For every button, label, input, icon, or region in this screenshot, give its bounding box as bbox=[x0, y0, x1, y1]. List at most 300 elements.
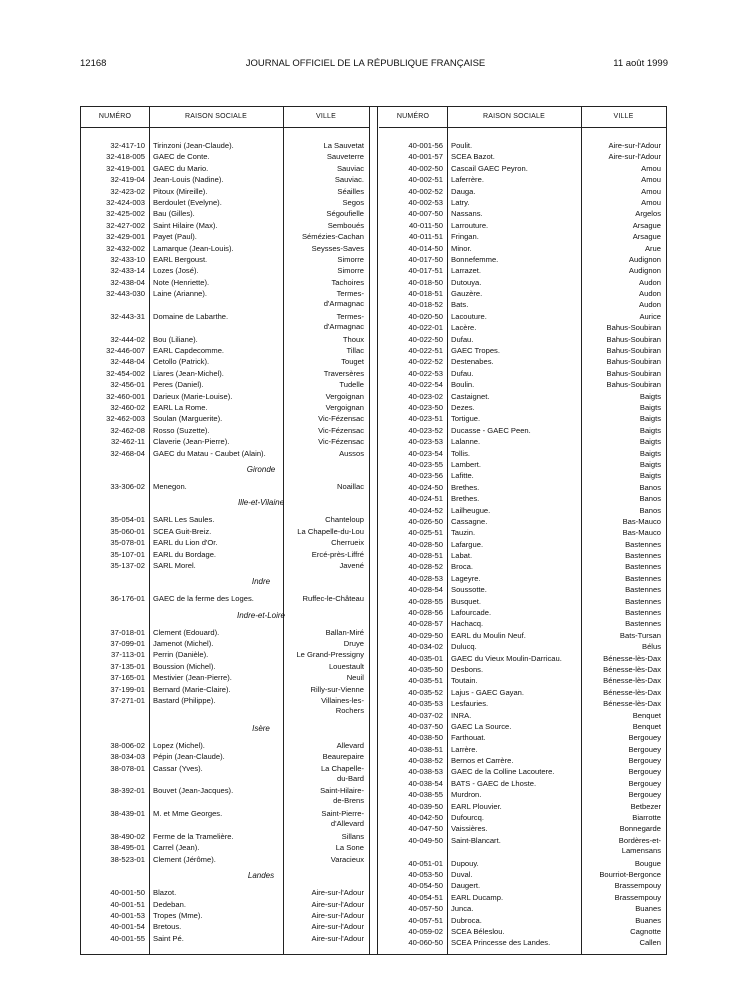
row-raison-sociale: Jean-Louis (Nadine). bbox=[153, 175, 224, 185]
row-number: 40-023-51 bbox=[408, 414, 443, 424]
row-ville: Simorre bbox=[337, 266, 364, 276]
row-number: 36-176-01 bbox=[110, 594, 145, 604]
table-row bbox=[81, 537, 369, 548]
row-number: 32-419-001 bbox=[106, 163, 145, 173]
row-raison-sociale: GAEC de Conte. bbox=[153, 152, 210, 162]
row-raison-sociale: Fringan. bbox=[451, 232, 479, 242]
row-number: 32-468-04 bbox=[110, 448, 145, 458]
section-heading: Ille-et-Vilaine bbox=[237, 498, 285, 508]
row-raison-sociale: Tollis. bbox=[451, 448, 470, 458]
row-raison-sociale: SARL Les Saules. bbox=[153, 515, 215, 525]
row-number: 32-424-003 bbox=[106, 197, 145, 207]
table-row bbox=[379, 664, 666, 675]
row-ville: Tillac bbox=[346, 346, 364, 356]
table-row bbox=[81, 549, 369, 560]
row-number: 40-018-51 bbox=[408, 289, 443, 299]
table-row bbox=[379, 880, 666, 891]
table-row bbox=[379, 470, 666, 481]
row-ville: Banos bbox=[639, 494, 661, 504]
table-row bbox=[379, 858, 666, 869]
table-row bbox=[379, 789, 666, 800]
row-number: 38-523-01 bbox=[110, 854, 145, 864]
issue-date: 11 août 1999 bbox=[613, 58, 668, 69]
row-raison-sociale: Dedeban. bbox=[153, 899, 186, 909]
row-ville: Semboués bbox=[327, 220, 364, 230]
row-ville: Banos bbox=[639, 482, 661, 492]
row-raison-sociale: GAEC du Matau - Caubet (Alain). bbox=[153, 448, 266, 458]
row-raison-sociale: Dubroca. bbox=[451, 915, 482, 925]
row-raison-sociale: Dutouya. bbox=[451, 277, 482, 287]
row-raison-sociale: Bonnefemme. bbox=[451, 254, 499, 264]
row-raison-sociale: Lafargue. bbox=[451, 539, 484, 549]
row-ville: Aire-sur-l'Adour bbox=[311, 910, 364, 920]
table-row bbox=[81, 311, 369, 334]
header-ville: VILLE bbox=[613, 113, 634, 120]
row-number: 40-037-50 bbox=[408, 721, 443, 731]
row-ville: Arsague bbox=[632, 232, 661, 242]
row-raison-sociale: Cetollo (Patrick). bbox=[153, 357, 210, 367]
row-number: 40-028-53 bbox=[408, 573, 443, 583]
row-ville: Aire-sur-l'Adour bbox=[311, 888, 364, 898]
row-number: 40-023-56 bbox=[408, 471, 443, 481]
table-row bbox=[379, 413, 666, 424]
row-raison-sociale: Cascail GAEC Peyron. bbox=[451, 163, 528, 173]
row-raison-sociale: Bou (Liliane). bbox=[153, 334, 198, 344]
table-row bbox=[81, 151, 369, 162]
row-number: 40-018-50 bbox=[408, 277, 443, 287]
row-raison-sociale: Nassans. bbox=[451, 209, 483, 219]
row-ville: Arue bbox=[644, 243, 661, 253]
row-ville: Aurice bbox=[639, 311, 661, 321]
row-raison-sociale: Dufau. bbox=[451, 368, 474, 378]
row-number: 40-001-54 bbox=[110, 922, 145, 932]
row-raison-sociale: EARL Plouvier. bbox=[451, 801, 502, 811]
row-ville: Cherrueix bbox=[331, 538, 364, 548]
row-ville: Seysses-Saves bbox=[311, 243, 364, 253]
row-raison-sociale: GAEC du Mario. bbox=[153, 163, 209, 173]
row-number: 32-444-02 bbox=[110, 334, 145, 344]
row-ville: Audon bbox=[639, 289, 661, 299]
row-ville: Termes- d'Armagnac bbox=[323, 289, 364, 309]
row-ville: La Sauvetat bbox=[323, 141, 364, 150]
row-number: 38-490-02 bbox=[110, 832, 145, 842]
row-ville: Baigts bbox=[639, 402, 661, 412]
table-row bbox=[379, 151, 666, 162]
section-heading: Indre bbox=[251, 577, 271, 587]
row-raison-sociale: EARL Capdecomme. bbox=[153, 346, 225, 356]
row-ville: Bonnegarde bbox=[619, 824, 661, 834]
table-row bbox=[379, 322, 666, 333]
row-raison-sociale: Lacère. bbox=[451, 323, 477, 333]
row-number: 40-059-02 bbox=[408, 926, 443, 936]
row-number: 40-001-57 bbox=[408, 152, 443, 162]
table-row bbox=[81, 740, 369, 751]
row-number: 40-028-57 bbox=[408, 619, 443, 629]
row-ville: Bergouey bbox=[628, 744, 661, 754]
row-raison-sociale: Larrazet. bbox=[451, 266, 481, 276]
row-raison-sociale: Dufourcq. bbox=[451, 813, 484, 823]
row-ville: Bénesse-lès-Dax bbox=[603, 687, 661, 697]
row-ville: Bourriot-Bergonce bbox=[599, 870, 661, 880]
table-row bbox=[379, 379, 666, 390]
table-row bbox=[81, 887, 369, 898]
row-raison-sociale: EARL Bergoust. bbox=[153, 254, 208, 264]
row-ville: Sauviac bbox=[336, 163, 364, 173]
row-number: 38-439-01 bbox=[110, 809, 145, 819]
table-row bbox=[81, 627, 369, 638]
row-number: 40-054-50 bbox=[408, 881, 443, 891]
table-row bbox=[379, 163, 666, 174]
row-raison-sociale: Bretous. bbox=[153, 922, 182, 932]
row-ville: Brassempouy bbox=[614, 881, 661, 891]
row-number: 40-001-53 bbox=[110, 910, 145, 920]
row-raison-sociale: Dufau. bbox=[451, 334, 474, 344]
row-ville: Vic-Fézensac bbox=[318, 437, 364, 447]
row-number: 40-007-50 bbox=[408, 209, 443, 219]
row-number: 40-028-51 bbox=[408, 551, 443, 561]
table-row bbox=[379, 550, 666, 561]
row-number: 32-427-002 bbox=[106, 220, 145, 230]
header-numero: NUMÉRO bbox=[396, 113, 430, 120]
row-number: 33-306-02 bbox=[110, 481, 145, 491]
row-ville: Bastennes bbox=[625, 608, 661, 618]
table-row bbox=[81, 661, 369, 672]
row-number: 32-425-002 bbox=[106, 209, 145, 219]
row-raison-sociale: GAEC Tropes. bbox=[451, 346, 500, 356]
row-raison-sociale: Bernard (Marie-Claire). bbox=[153, 684, 231, 694]
row-raison-sociale: Ferme de la Tramelière. bbox=[153, 832, 234, 842]
row-ville: Chanteloup bbox=[325, 515, 364, 525]
table-row bbox=[379, 493, 666, 504]
row-ville: Sémézies-Cachan bbox=[301, 232, 364, 242]
table-row bbox=[379, 425, 666, 436]
row-number: 40-035-53 bbox=[408, 699, 443, 709]
row-number: 35-060-01 bbox=[110, 526, 145, 536]
row-number: 40-011-50 bbox=[408, 220, 443, 230]
row-number: 40-035-50 bbox=[408, 664, 443, 674]
table-row bbox=[379, 345, 666, 356]
row-number: 40-028-55 bbox=[408, 596, 443, 606]
row-ville: Thoux bbox=[342, 334, 364, 344]
row-number: 40-001-55 bbox=[110, 933, 145, 943]
row-raison-sociale: Tortigue. bbox=[451, 414, 481, 424]
row-ville: Baigts bbox=[639, 391, 661, 401]
row-number: 40-011-51 bbox=[408, 232, 443, 242]
row-number: 40-053-50 bbox=[408, 870, 443, 880]
row-raison-sociale: GAEC du Vieux Moulin-Darricau. bbox=[451, 653, 562, 663]
table-row bbox=[379, 208, 666, 219]
row-raison-sociale: SCEA Princesse des Landes. bbox=[451, 938, 551, 948]
table-row bbox=[379, 869, 666, 880]
row-raison-sociale: GAEC de la ferme des Loges. bbox=[153, 594, 254, 604]
row-ville: Audon bbox=[639, 277, 661, 287]
row-raison-sociale: Pitoux (Mireille). bbox=[153, 186, 208, 196]
table-row bbox=[379, 459, 666, 470]
row-ville: Aussos bbox=[339, 448, 364, 458]
table-row bbox=[81, 379, 369, 390]
left-rows bbox=[81, 140, 369, 944]
row-ville: Bastennes bbox=[625, 596, 661, 606]
row-raison-sociale: INRA. bbox=[451, 710, 472, 720]
row-ville: Vergoignan bbox=[325, 391, 364, 401]
row-raison-sociale: Bats. bbox=[451, 300, 469, 310]
row-ville: Amou bbox=[641, 186, 661, 196]
row-raison-sociale: Bastard (Philippe). bbox=[153, 696, 216, 706]
row-ville: Aire-sur-l'Adour bbox=[311, 933, 364, 943]
row-raison-sociale: Castaignet. bbox=[451, 391, 490, 401]
row-ville: Amou bbox=[641, 197, 661, 207]
row-ville: Callen bbox=[639, 938, 661, 948]
row-ville: Bastennes bbox=[625, 551, 661, 561]
row-raison-sociale: Bernos et Carrère. bbox=[451, 756, 514, 766]
table-row bbox=[379, 265, 666, 276]
row-ville: Argelos bbox=[635, 209, 661, 219]
row-number: 40-028-50 bbox=[408, 539, 443, 549]
table-row bbox=[379, 140, 666, 151]
row-raison-sociale: EARL La Rome. bbox=[153, 403, 208, 413]
row-number: 40-054-51 bbox=[408, 892, 443, 902]
table-row bbox=[379, 618, 666, 629]
row-ville: Sillans bbox=[341, 832, 364, 842]
row-number: 32-433-10 bbox=[110, 254, 145, 264]
row-number: 40-024-51 bbox=[408, 494, 443, 504]
row-number: 40-002-50 bbox=[408, 163, 443, 173]
left-table-header bbox=[81, 107, 369, 128]
row-number: 32-429-001 bbox=[106, 232, 145, 242]
row-ville: Baigts bbox=[639, 459, 661, 469]
row-raison-sociale: Note (Henriette). bbox=[153, 277, 210, 287]
table-row bbox=[379, 402, 666, 413]
row-number: 40-020-50 bbox=[408, 311, 443, 321]
row-number: 40-060-50 bbox=[408, 938, 443, 948]
row-ville: Ercé-près-Liffré bbox=[311, 549, 364, 559]
table-row bbox=[81, 220, 369, 231]
row-number: 40-001-56 bbox=[408, 141, 443, 150]
row-number: 38-392-01 bbox=[110, 786, 145, 796]
row-number: 40-038-55 bbox=[408, 790, 443, 800]
row-number: 40-037-02 bbox=[408, 710, 443, 720]
table-row bbox=[379, 231, 666, 242]
row-ville: Louestault bbox=[328, 661, 364, 671]
row-raison-sociale: EARL du Bordage. bbox=[153, 549, 217, 559]
table-row bbox=[81, 231, 369, 242]
row-number: 40-039-50 bbox=[408, 801, 443, 811]
row-ville: Termes- d'Armagnac bbox=[323, 311, 364, 331]
table-row bbox=[81, 425, 369, 436]
row-ville: Traversères bbox=[323, 368, 364, 378]
row-raison-sociale: M. et Mme Georges. bbox=[153, 809, 223, 819]
table-row bbox=[81, 593, 369, 604]
row-number: 38-034-03 bbox=[110, 752, 145, 762]
row-raison-sociale: Dauga. bbox=[451, 186, 476, 196]
row-number: 32-433-14 bbox=[110, 266, 145, 276]
row-ville: Séailles bbox=[337, 186, 364, 196]
row-number: 32-443-030 bbox=[106, 289, 145, 299]
table-row bbox=[379, 254, 666, 265]
row-ville: Aire-sur-l'Adour bbox=[608, 141, 661, 150]
row-number: 32-446-007 bbox=[106, 346, 145, 356]
table-row bbox=[379, 687, 666, 698]
row-ville: Neuil bbox=[346, 673, 364, 683]
row-ville: La Chapelle- du-Bard bbox=[320, 763, 364, 783]
row-number: 40-023-53 bbox=[408, 437, 443, 447]
row-ville: Betbezer bbox=[630, 801, 661, 811]
row-raison-sociale: Desbons. bbox=[451, 664, 484, 674]
section-heading: Gironde bbox=[246, 464, 276, 474]
table-row bbox=[379, 391, 666, 402]
row-ville: Bergouey bbox=[628, 767, 661, 777]
row-raison-sociale: Murdron. bbox=[451, 790, 482, 800]
column-separator bbox=[369, 106, 378, 955]
row-raison-sociale: Lozes (José). bbox=[153, 266, 199, 276]
row-number: 38-495-01 bbox=[110, 843, 145, 853]
table-row bbox=[379, 675, 666, 686]
table-row bbox=[81, 345, 369, 356]
row-raison-sociale: Brethes. bbox=[451, 494, 480, 504]
table-row bbox=[379, 915, 666, 926]
row-number: 40-057-50 bbox=[408, 904, 443, 914]
row-raison-sociale: Claverie (Jean-Pierre). bbox=[153, 437, 230, 447]
table-frame bbox=[80, 106, 667, 955]
table-row bbox=[379, 584, 666, 595]
row-number: 40-035-51 bbox=[408, 676, 443, 686]
table-row bbox=[379, 220, 666, 231]
table-row bbox=[81, 288, 369, 311]
row-number: 37-199-01 bbox=[110, 684, 145, 694]
row-number: 40-049-50 bbox=[408, 835, 443, 845]
row-ville: Tachoires bbox=[331, 277, 364, 287]
header-numero: NUMÉRO bbox=[98, 113, 132, 120]
row-raison-sociale: Larrouture. bbox=[451, 220, 489, 230]
row-ville: Audignon bbox=[628, 254, 661, 264]
row-number: 40-022-51 bbox=[408, 346, 443, 356]
header-raison-sociale: RAISON SOCIALE bbox=[483, 113, 545, 120]
row-raison-sociale: Minor. bbox=[451, 243, 472, 253]
row-ville: Beaurepaire bbox=[322, 752, 364, 762]
row-ville: Bougue bbox=[634, 858, 661, 868]
row-ville: Bastennes bbox=[625, 562, 661, 572]
row-ville: Amou bbox=[641, 175, 661, 185]
row-raison-sociale: Vaissières. bbox=[451, 824, 488, 834]
row-raison-sociale: SARL Morel. bbox=[153, 560, 196, 570]
row-raison-sociale: Lacouture. bbox=[451, 311, 487, 321]
table-row bbox=[379, 801, 666, 812]
table-row bbox=[81, 163, 369, 174]
row-ville: Bastennes bbox=[625, 619, 661, 629]
row-raison-sociale: Payet (Paul). bbox=[153, 232, 197, 242]
table-row bbox=[379, 596, 666, 607]
right-column-block bbox=[379, 107, 666, 954]
row-ville: Aire-sur-l'Adour bbox=[311, 922, 364, 932]
row-ville: Bastennes bbox=[625, 585, 661, 595]
table-row bbox=[379, 766, 666, 777]
table-row bbox=[379, 607, 666, 618]
row-number: 37-271-01 bbox=[110, 696, 145, 706]
row-ville: Bergouey bbox=[628, 756, 661, 766]
table-row bbox=[81, 751, 369, 762]
row-raison-sociale: EARL du Moulin Neuf. bbox=[451, 630, 526, 640]
row-ville: Vic-Fézensac bbox=[318, 414, 364, 424]
row-raison-sociale: Lajus - GAEC Gayan. bbox=[451, 687, 525, 697]
row-number: 40-022-52 bbox=[408, 357, 443, 367]
table-row bbox=[81, 254, 369, 265]
row-ville: Baigts bbox=[639, 437, 661, 447]
row-ville: Cagnotte bbox=[630, 926, 661, 936]
table-row bbox=[379, 823, 666, 834]
row-number: 35-137-02 bbox=[110, 560, 145, 570]
row-ville: Bélus bbox=[642, 642, 661, 652]
table-row bbox=[81, 808, 369, 831]
row-number: 40-038-54 bbox=[408, 778, 443, 788]
table-row bbox=[81, 208, 369, 219]
section-heading: Landes bbox=[247, 871, 275, 881]
table-row bbox=[379, 311, 666, 322]
table-row bbox=[81, 672, 369, 683]
row-number: 32-462-11 bbox=[110, 437, 145, 447]
table-row bbox=[81, 854, 369, 865]
left-column-block bbox=[81, 107, 369, 954]
table-row bbox=[81, 277, 369, 288]
header-ville: VILLE bbox=[315, 113, 337, 120]
page-number: 12168 bbox=[80, 58, 107, 69]
row-number: 32-423-02 bbox=[110, 186, 145, 196]
table-row bbox=[81, 356, 369, 367]
table-row bbox=[379, 721, 666, 732]
row-raison-sociale: EARL du Lion d'Or. bbox=[153, 538, 218, 548]
row-number: 40-001-51 bbox=[110, 899, 145, 909]
journal-title: JOURNAL OFFICIEL DE LA RÉPUBLIQUE FRANÇAISE bbox=[245, 58, 486, 69]
table-row bbox=[81, 402, 369, 413]
row-number: 40-026-50 bbox=[408, 516, 443, 526]
row-ville: Bénesse-lès-Dax bbox=[603, 653, 661, 663]
row-ville: Bahus-Soubiran bbox=[606, 368, 661, 378]
row-number: 40-028-52 bbox=[408, 562, 443, 572]
table-row bbox=[81, 448, 369, 459]
row-raison-sociale: Larrère. bbox=[451, 744, 478, 754]
table-row bbox=[379, 710, 666, 721]
row-raison-sociale: Liares (Jean-Michel). bbox=[153, 368, 224, 378]
row-number: 37-165-01 bbox=[110, 673, 145, 683]
row-ville: Brassempouy bbox=[614, 892, 661, 902]
table-row bbox=[81, 140, 369, 151]
table-row bbox=[81, 831, 369, 842]
row-ville: Villaines-les- Rochers bbox=[321, 696, 364, 716]
table-row bbox=[81, 763, 369, 786]
row-raison-sociale: Lafitte. bbox=[451, 471, 474, 481]
row-raison-sociale: Lailheugue. bbox=[451, 505, 491, 515]
row-ville: Bergouey bbox=[628, 790, 661, 800]
table-row bbox=[379, 892, 666, 903]
table-row bbox=[379, 505, 666, 516]
table-row bbox=[379, 243, 666, 254]
table-row bbox=[81, 921, 369, 932]
row-raison-sociale: Berdoulet (Evelyne). bbox=[153, 197, 222, 207]
row-raison-sociale: Clement (Edouard). bbox=[153, 627, 220, 637]
row-raison-sociale: Bouvet (Jean-Jacques). bbox=[153, 786, 234, 796]
row-raison-sociale: Jamenot (Michel). bbox=[153, 639, 214, 649]
table-row bbox=[81, 243, 369, 254]
table-row bbox=[379, 755, 666, 766]
table-row bbox=[81, 436, 369, 447]
row-ville: Sauviac. bbox=[334, 175, 364, 185]
table-row bbox=[379, 197, 666, 208]
row-raison-sociale: SCEA Guit-Breiz. bbox=[153, 526, 212, 536]
row-ville: Saint-Pierre- d'Allevard bbox=[321, 809, 364, 829]
row-ville: Vergoignan bbox=[325, 403, 364, 413]
row-number: 40-029-50 bbox=[408, 630, 443, 640]
row-number: 32-419-04 bbox=[110, 175, 145, 185]
row-ville: La Sone bbox=[335, 843, 364, 853]
